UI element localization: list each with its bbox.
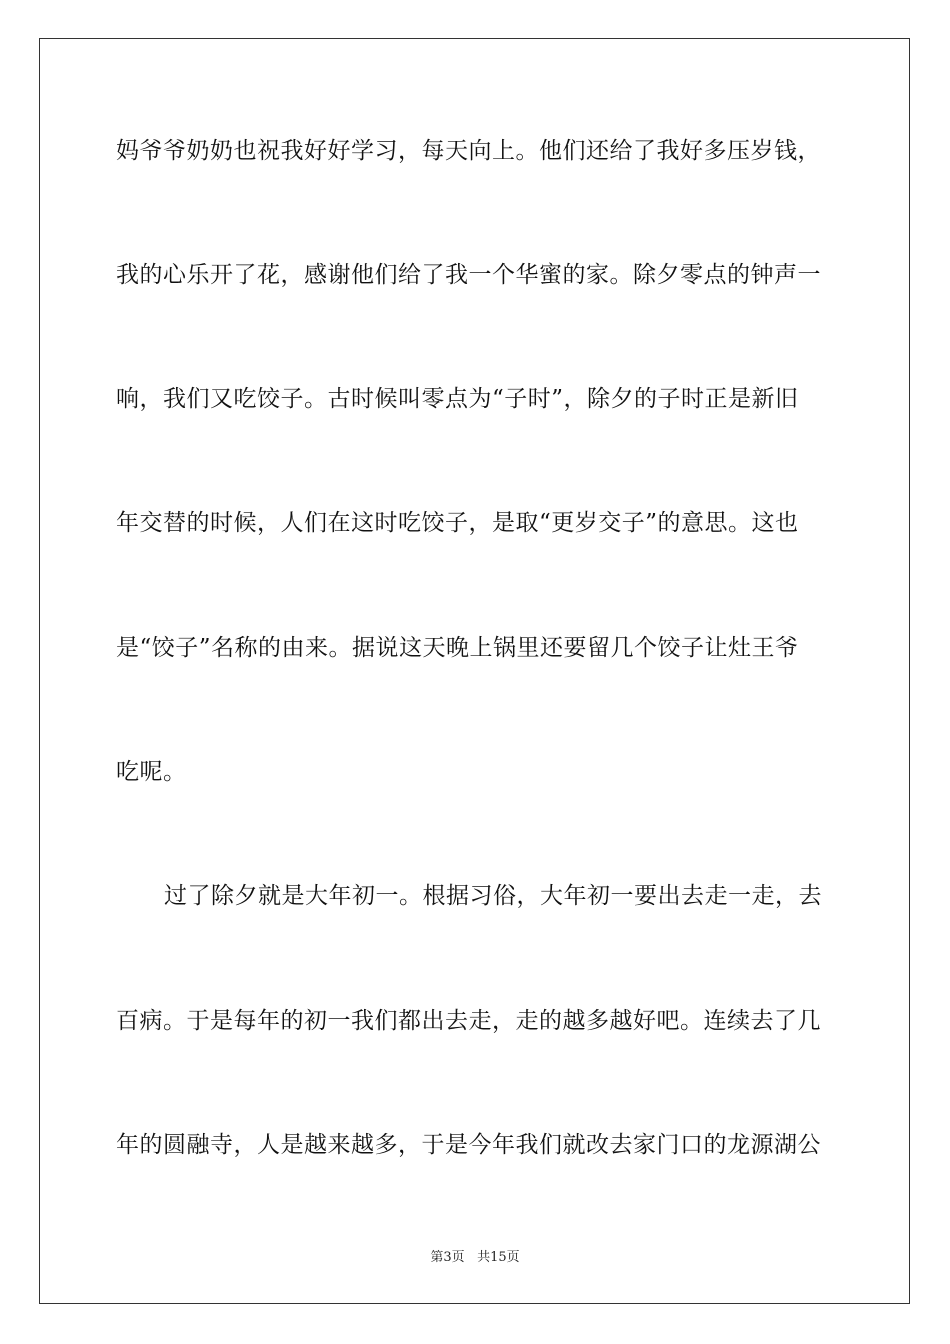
text-line-3: 响，我们又吃饺子。古时候叫零点为“子时”，除夕的子时正是新旧 (116, 386, 799, 412)
text-line-7: 过了除夕就是大年初一。根据习俗，大年初一要出去走一走，去 (164, 883, 822, 909)
page-total: 共15页 (477, 1250, 520, 1265)
text-line-1: 妈爷爷奶奶也祝我好好学习，每天向上。他们还给了我好多压岁钱， (116, 138, 821, 164)
text-line-9: 年的圆融寺，人是越来越多，于是今年我们就改去家门口的龙源湖公 (116, 1132, 821, 1158)
text-line-5: 是“饺子”名称的由来。据说这天晚上锅里还要留几个饺子让灶王爷 (116, 635, 799, 661)
text-line-4: 年交替的时候，人们在这时吃饺子，是取“更岁交子”的意思。这也 (116, 510, 799, 536)
page-number: 第3页 (430, 1250, 465, 1265)
page-border (39, 38, 910, 1304)
text-line-8: 百病。于是每年的初一我们都出去走，走的越多越好吧。连续去了几 (116, 1008, 821, 1034)
page-footer (0, 1249, 950, 1267)
text-line-6: 吃呢。 (116, 759, 187, 785)
text-line-2: 我的心乐开了花，感谢他们给了我一个华蜜的家。除夕零点的钟声一 (116, 262, 821, 288)
